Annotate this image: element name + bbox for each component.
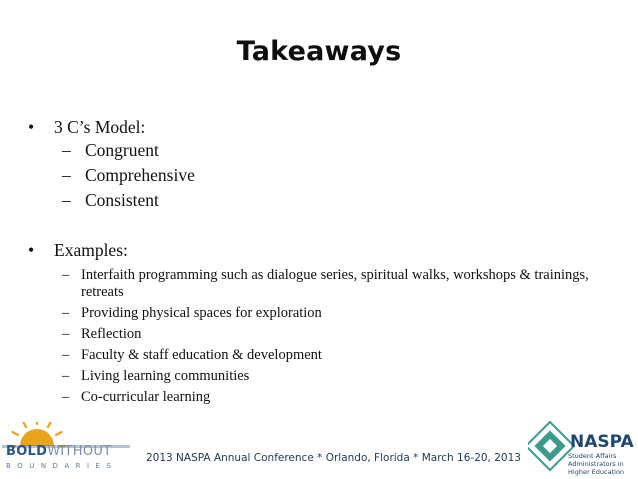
examples-sublist bbox=[62, 267, 618, 406]
dash-marker: – bbox=[62, 267, 70, 283]
wordmark-without: WITHOUT bbox=[47, 444, 112, 459]
list-item bbox=[62, 267, 618, 301]
model-sublist bbox=[62, 138, 618, 213]
bullet-3cs-model bbox=[28, 116, 618, 138]
slide-title: Takeaways bbox=[236, 36, 402, 67]
dash-marker: – bbox=[62, 347, 70, 363]
bullet-examples bbox=[28, 239, 618, 261]
list-item bbox=[62, 163, 618, 188]
list-item-text: Reflection bbox=[81, 326, 142, 342]
list-item-text: Providing physical spaces for exploration bbox=[81, 305, 322, 321]
bold-without-wordmark bbox=[6, 444, 111, 459]
dash-marker: – bbox=[62, 326, 70, 342]
list-item bbox=[62, 138, 618, 163]
bullet-marker: • bbox=[28, 117, 35, 137]
dash-marker: – bbox=[62, 305, 70, 321]
list-item bbox=[62, 305, 618, 322]
list-item-text: Living learning communities bbox=[81, 368, 250, 384]
list-item bbox=[62, 326, 618, 343]
list-item bbox=[62, 368, 618, 385]
list-item bbox=[62, 389, 618, 406]
list-item-text: Comprehensive bbox=[85, 165, 195, 185]
naspa-wordmark: NASPA bbox=[570, 432, 634, 452]
naspa-tagline: Student Affairs Administrators in Higher Education bbox=[568, 452, 625, 476]
dash-marker: – bbox=[62, 165, 71, 185]
list-item-text: Co-curricular learning bbox=[81, 389, 211, 405]
slide-content bbox=[28, 116, 618, 410]
conference-info: 2013 NASPA Annual Conference * Orlando, Florida * March 16-20, 2013 bbox=[146, 452, 521, 464]
list-item-text: Faculty & staff education & development bbox=[81, 347, 322, 363]
bullet-text: 3 C’s Model: bbox=[54, 117, 146, 137]
list-item-text: Congruent bbox=[85, 140, 159, 160]
list-item bbox=[62, 188, 618, 213]
wordmark-bold: BOLD bbox=[6, 444, 48, 459]
dash-marker: – bbox=[62, 140, 71, 160]
bullet-text: Examples: bbox=[54, 240, 128, 260]
boundaries-wordmark: BOUNDARIES bbox=[6, 462, 118, 470]
bullet-marker: • bbox=[28, 240, 35, 260]
list-item-text: Consistent bbox=[85, 190, 159, 210]
dash-marker: – bbox=[62, 368, 70, 384]
dash-marker: – bbox=[62, 190, 71, 210]
dash-marker: – bbox=[62, 389, 70, 405]
list-item-text: Interfaith programming such as dialogue series, spiritual walks, workshops & trainings, retreats bbox=[81, 267, 589, 300]
list-item bbox=[62, 347, 618, 364]
